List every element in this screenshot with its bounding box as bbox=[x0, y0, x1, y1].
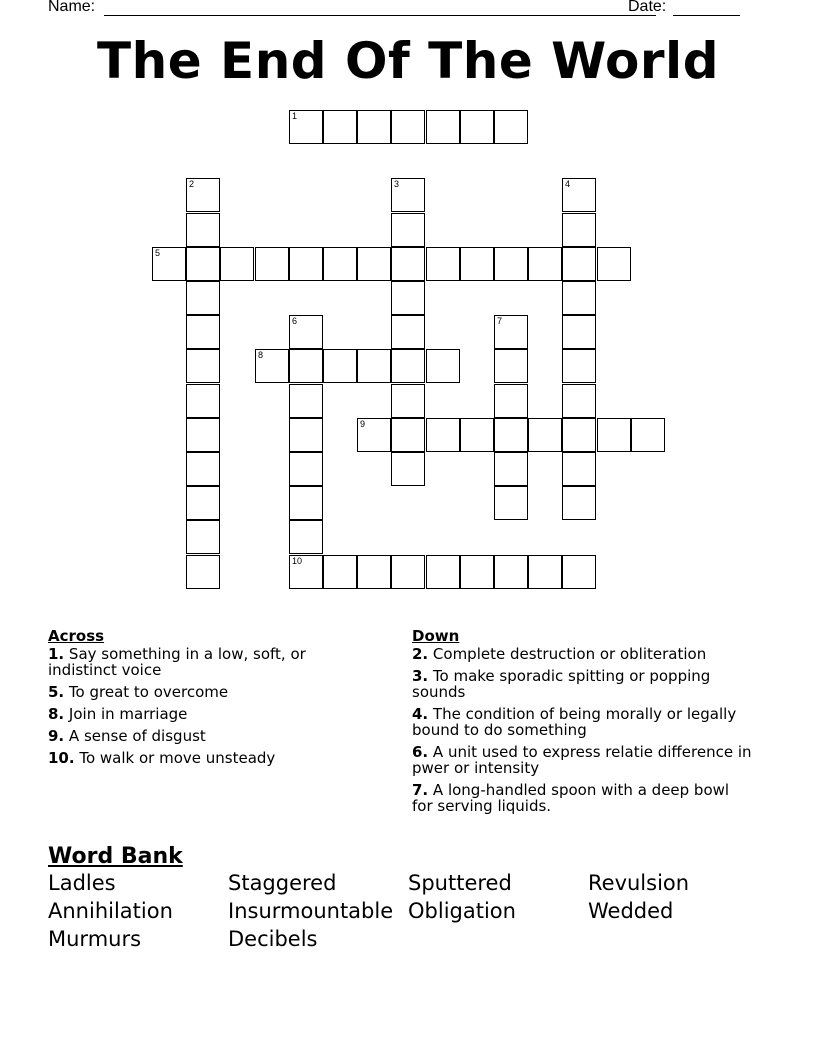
date-label: Date: bbox=[628, 0, 667, 15]
grid-cell[interactable] bbox=[186, 247, 220, 281]
clue-text: A sense of disgust bbox=[68, 727, 206, 745]
grid-cell[interactable] bbox=[186, 315, 220, 349]
grid-cell[interactable] bbox=[289, 452, 323, 486]
word-bank-heading: Word Bank bbox=[48, 844, 183, 869]
cell-number: 7 bbox=[497, 316, 503, 326]
word-bank-list bbox=[48, 871, 768, 952]
grid-cell[interactable] bbox=[562, 247, 596, 281]
grid-cell[interactable] bbox=[289, 247, 323, 281]
clue-text: A long-handled spoon with a deep bowl for serving liquids. bbox=[412, 781, 730, 815]
clue-text: Complete destruction or obliteration bbox=[432, 645, 707, 663]
grid-cell[interactable] bbox=[528, 418, 562, 452]
grid-cell[interactable] bbox=[357, 349, 391, 383]
grid-cell[interactable] bbox=[391, 110, 425, 144]
word-bank-item: Revulsion bbox=[588, 871, 690, 895]
grid-cell[interactable] bbox=[289, 520, 323, 554]
grid-cell[interactable] bbox=[289, 486, 323, 520]
grid-cell[interactable] bbox=[186, 486, 220, 520]
grid-cell[interactable] bbox=[289, 555, 323, 589]
word-bank-item: Ladles bbox=[48, 871, 116, 895]
clue-number: 10. bbox=[48, 749, 75, 767]
clue-text: To make sporadic spitting or popping sounds bbox=[412, 667, 711, 701]
word-bank-item: Decibels bbox=[228, 927, 318, 951]
word-bank-item: Sputtered bbox=[408, 871, 512, 895]
grid-cell[interactable] bbox=[562, 384, 596, 418]
word-bank bbox=[48, 844, 768, 952]
clue-down-4 bbox=[412, 706, 752, 738]
across-clues bbox=[48, 628, 348, 772]
grid-cell[interactable] bbox=[494, 418, 528, 452]
grid-cell[interactable] bbox=[562, 452, 596, 486]
grid-cell[interactable] bbox=[186, 418, 220, 452]
grid-cell[interactable] bbox=[494, 247, 528, 281]
clue-number: 9. bbox=[48, 727, 65, 745]
grid-cell[interactable] bbox=[460, 110, 494, 144]
grid-cell[interactable] bbox=[426, 555, 460, 589]
grid-cell[interactable] bbox=[426, 247, 460, 281]
clue-down-6 bbox=[412, 744, 752, 776]
down-heading: Down bbox=[412, 627, 460, 645]
grid-cell[interactable] bbox=[289, 349, 323, 383]
grid-cell[interactable] bbox=[391, 281, 425, 315]
cell-number: 4 bbox=[565, 179, 571, 189]
word-bank-item: Insurmountable bbox=[228, 899, 394, 923]
grid-cell[interactable] bbox=[255, 349, 289, 383]
grid-cell[interactable] bbox=[255, 247, 289, 281]
grid-cell[interactable] bbox=[186, 452, 220, 486]
clue-across-5 bbox=[48, 684, 348, 700]
grid-cell[interactable] bbox=[597, 247, 631, 281]
grid-cell[interactable] bbox=[323, 247, 357, 281]
grid-cell[interactable] bbox=[562, 555, 596, 589]
clue-number: 2. bbox=[412, 645, 429, 663]
grid-cell[interactable] bbox=[426, 110, 460, 144]
clue-number: 6. bbox=[412, 743, 429, 761]
grid-cell[interactable] bbox=[323, 110, 357, 144]
clue-across-9 bbox=[48, 728, 348, 744]
grid-cell[interactable] bbox=[357, 418, 391, 452]
cell-number: 3 bbox=[394, 179, 400, 189]
down-clues bbox=[412, 628, 752, 820]
cell-number: 9 bbox=[360, 419, 366, 429]
clue-across-10 bbox=[48, 750, 348, 766]
grid-cell[interactable] bbox=[460, 418, 494, 452]
clue-text: To walk or move unsteady bbox=[79, 749, 276, 767]
grid-cell[interactable] bbox=[391, 452, 425, 486]
grid-cell[interactable] bbox=[562, 213, 596, 247]
clue-text: A unit used to express relatie difference in pwer or intensity bbox=[412, 743, 752, 777]
word-bank-item: Obligation bbox=[408, 899, 516, 923]
grid-cell[interactable] bbox=[186, 281, 220, 315]
grid-cell[interactable] bbox=[494, 555, 528, 589]
grid-cell[interactable] bbox=[357, 247, 391, 281]
cell-number: 1 bbox=[292, 111, 298, 121]
clue-number: 1. bbox=[48, 645, 65, 663]
cell-number: 8 bbox=[258, 350, 264, 360]
clue-text: Join in marriage bbox=[68, 705, 188, 723]
grid-cell[interactable] bbox=[391, 349, 425, 383]
word-bank-item: Annihilation bbox=[48, 899, 173, 923]
clue-across-8 bbox=[48, 706, 348, 722]
cell-number: 2 bbox=[189, 179, 195, 189]
grid-cell[interactable] bbox=[494, 110, 528, 144]
clue-down-2 bbox=[412, 646, 752, 662]
grid-cell[interactable] bbox=[391, 213, 425, 247]
grid-cell[interactable] bbox=[562, 349, 596, 383]
clue-down-7 bbox=[412, 782, 752, 814]
name-label: Name: bbox=[48, 0, 96, 15]
grid-cell[interactable] bbox=[494, 384, 528, 418]
grid-cell[interactable] bbox=[494, 486, 528, 520]
grid-cell[interactable] bbox=[186, 520, 220, 554]
grid-cell[interactable] bbox=[186, 178, 220, 212]
grid-cell[interactable] bbox=[391, 315, 425, 349]
grid-cell[interactable] bbox=[289, 315, 323, 349]
clue-number: 3. bbox=[412, 667, 429, 685]
grid-cell[interactable] bbox=[631, 418, 665, 452]
grid-cell[interactable] bbox=[186, 555, 220, 589]
grid-cell[interactable] bbox=[152, 247, 186, 281]
clue-across-1 bbox=[48, 646, 348, 678]
grid-cell[interactable] bbox=[562, 315, 596, 349]
grid-cell[interactable] bbox=[426, 418, 460, 452]
grid-cell[interactable] bbox=[562, 281, 596, 315]
grid-cell[interactable] bbox=[289, 110, 323, 144]
clue-number: 4. bbox=[412, 705, 429, 723]
grid-cell[interactable] bbox=[186, 213, 220, 247]
grid-cell[interactable] bbox=[494, 349, 528, 383]
grid-cell[interactable] bbox=[323, 349, 357, 383]
grid-cell[interactable] bbox=[357, 110, 391, 144]
grid-cell[interactable] bbox=[289, 418, 323, 452]
grid-cell[interactable] bbox=[357, 555, 391, 589]
across-heading: Across bbox=[48, 627, 105, 645]
clue-number: 7. bbox=[412, 781, 429, 799]
grid-cell[interactable] bbox=[460, 247, 494, 281]
clue-text: Say something in a low, soft, or indistinct voice bbox=[48, 645, 306, 679]
cell-number: 5 bbox=[155, 248, 161, 258]
grid-cell[interactable] bbox=[186, 349, 220, 383]
clue-number: 5. bbox=[48, 683, 65, 701]
grid-cell[interactable] bbox=[289, 384, 323, 418]
grid-cell[interactable] bbox=[494, 315, 528, 349]
grid-cell[interactable] bbox=[391, 418, 425, 452]
grid-cell[interactable] bbox=[597, 418, 631, 452]
grid-cell[interactable] bbox=[528, 555, 562, 589]
cell-number: 6 bbox=[292, 316, 298, 326]
grid-cell[interactable] bbox=[391, 384, 425, 418]
grid-cell[interactable] bbox=[391, 247, 425, 281]
grid-cell[interactable] bbox=[391, 178, 425, 212]
word-bank-item: Murmurs bbox=[48, 927, 142, 951]
clue-number: 8. bbox=[48, 705, 65, 723]
clue-down-3 bbox=[412, 668, 752, 700]
word-bank-item: Staggered bbox=[228, 871, 337, 895]
grid-cell[interactable] bbox=[426, 349, 460, 383]
grid-cell[interactable] bbox=[494, 452, 528, 486]
clue-text: The condition of being morally or legally bound to do something bbox=[412, 705, 737, 739]
page-title: The End Of The World bbox=[97, 32, 719, 90]
grid-cell[interactable] bbox=[562, 418, 596, 452]
grid-cell[interactable] bbox=[186, 384, 220, 418]
grid-cell[interactable] bbox=[220, 247, 254, 281]
clue-text: To great to overcome bbox=[68, 683, 229, 701]
grid-cell[interactable] bbox=[562, 178, 596, 212]
cell-number: 10 bbox=[292, 556, 303, 566]
grid-cell[interactable] bbox=[460, 555, 494, 589]
grid-cell[interactable] bbox=[562, 486, 596, 520]
word-bank-item: Wedded bbox=[588, 899, 674, 923]
grid-cell[interactable] bbox=[391, 555, 425, 589]
grid-cell[interactable] bbox=[528, 247, 562, 281]
grid-cell[interactable] bbox=[323, 555, 357, 589]
